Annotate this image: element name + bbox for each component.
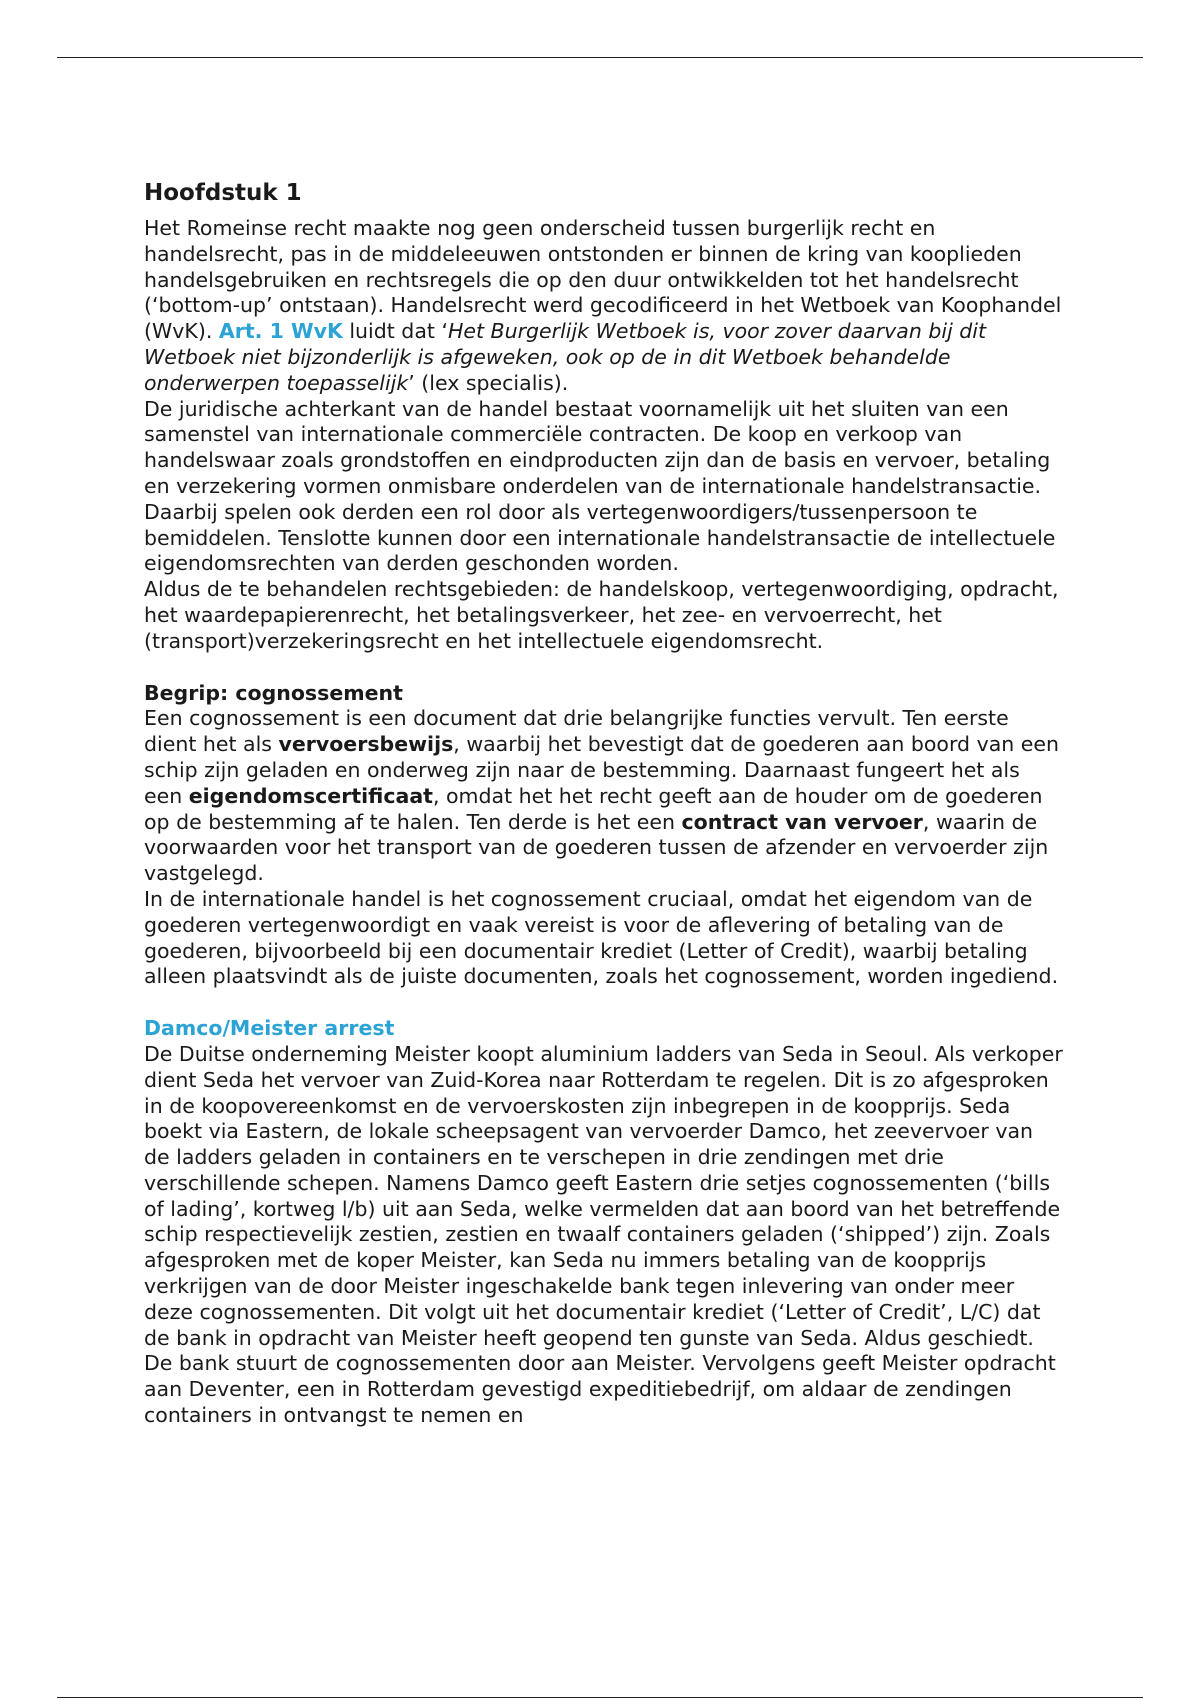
document-body <box>144 178 1064 1429</box>
chapter-paragraph-2: De juridische achterkant van de handel bestaat voornamelijk uit het sluiten van een samenstel van internationale commerciële contracten. De koop en verkoop van handelswaar zoals grondstoffen en eindproducten zijn dan de basis en vervoer, betaling en verzekering vormen onmisbare onderdelen van de internationale handelstransactie. Daarbij spelen ook derden een rol door als vertegenwoordigers/tussenpersoon te bemiddelen. Tenslotte kunnen door een internationale handelstransactie de intellectuele eigendomsrechten van derden geschonden worden. <box>144 396 1056 576</box>
footer-rule <box>57 1697 1143 1698</box>
case-heading[interactable]: Damco/Meister arrest <box>144 1016 395 1041</box>
quote-text: Het Burgerlijk Wetboek is, voor zover daarvan bij dit Wetboek niet bijzonderlijk is afgeweken, ook op de in dit Wetboek behandelde onderwerpen toepasselijk <box>144 319 987 395</box>
bold-term: vervoersbewijs <box>278 732 454 757</box>
bold-term: eigendomscertificaat <box>188 783 433 808</box>
spacer <box>144 655 1064 681</box>
chapter-title: Hoofdstuk 1 <box>144 180 302 206</box>
text-run: , waarin de voorwaarden voor het transport van de goederen tussen de afzender en vervoerder zijn vastgelegd. <box>144 809 1049 886</box>
text-run: ’ (lex specialis). <box>408 370 569 395</box>
text-run: , waarbij het bevestigt dat de goederen aan boord van een schip zijn geladen en onderweg zijn naar de bestemming. Daarnaast fungeert het als een <box>144 732 1059 808</box>
term-paragraph-1 <box>144 706 1064 887</box>
term-paragraph-2: In de internationale handel is het cognossement cruciaal, omdat het eigendom van de goederen vertegenwoordigt en vaak vereist is voor de aflevering of betaling van de goederen, bijvoorbeeld bij een documentair krediet (Letter of Credit), waarbij betaling alleen plaatsvindt als de juiste documenten, zoals het cognossement, worden ingediend. <box>144 886 1059 989</box>
chapter-paragraph-1 <box>144 216 1064 397</box>
header-rule <box>57 57 1143 58</box>
text-run: luidt dat ‘ <box>342 319 448 344</box>
case-paragraph-1: De Duitse onderneming Meister koopt aluminium ladders van Seda in Seoul. Als verkoper dient Seda het vervoer van Zuid-Korea naar Rotterdam te regelen. Dit is zo afgesproken in de koopovereenkomst en de vervoerskosten zijn inbegrepen in de koopprijs. Seda boekt via Eastern, de lokale scheepsagent van vervoerder Damco, het zeevervoer van de ladders geladen in containers en te verschepen in drie zendingen met drie verschillende schepen. Namens Damco geeft Eastern drie setjes cognossementen (‘bills of lading’, kortweg l/b) uit aan Seda, welke vermelden dat aan boord van het betreffende schip respectievelijk zestien, zestien en twaalf containers geladen (‘shipped’) zijn. Zoals afgesproken met de koper Meister, kan Seda nu immers betaling van de koopprijs verkrijgen van de door Meister ingeschakelde bank tegen inlevering van onder meer deze cognossementen. Dit volgt uit het documentair krediet (‘Letter of Credit’, L/C) dat de bank in opdracht van Meister heeft geopend ten gunste van Seda. Aldus geschiedt. De bank stuurt de cognossementen door aan Meister. Vervolgens geeft Meister opdracht aan Deventer, een in Rotterdam gevestigd expeditiebedrijf, om aldaar de zendingen containers in ontvangst te nemen en <box>144 1041 1063 1428</box>
text-run: , omdat het het recht geeft aan de houder om de goederen op de bestemming af te halen. Ten derde is het een <box>144 783 1043 834</box>
bold-term: contract van vervoer <box>681 809 923 834</box>
spacer <box>144 990 1064 1016</box>
article-link[interactable]: Art. 1 WvK <box>218 319 343 344</box>
text-run: Een cognossement is een document dat drie belangrijke functies vervult. Ten eerste dient het als <box>144 706 1009 757</box>
term-heading: Begrip: cognossement <box>144 680 403 705</box>
chapter-paragraph-3: Aldus de te behandelen rechtsgebieden: de handelskoop, vertegenwoordiging, opdracht, het waardepapierenrecht, het betalingsverkeer, het zee- en vervoerrecht, het (transport)verzekeringsrecht en het intellectuele eigendomsrecht. <box>144 577 1059 653</box>
text-run: Het Romeinse recht maakte nog geen onderscheid tussen burgerlijk recht en handelsrecht, pas in de middeleeuwen ontstonden er binnen de kring van kooplieden handelsgebruiken en rechtsregels die op den duur ontwikkelden tot het handelsrecht (‘bottom-up’ ontstaan). Handelsrecht werd gecodificeerd in het Wetboek van Koophandel (WvK). <box>144 216 1062 344</box>
